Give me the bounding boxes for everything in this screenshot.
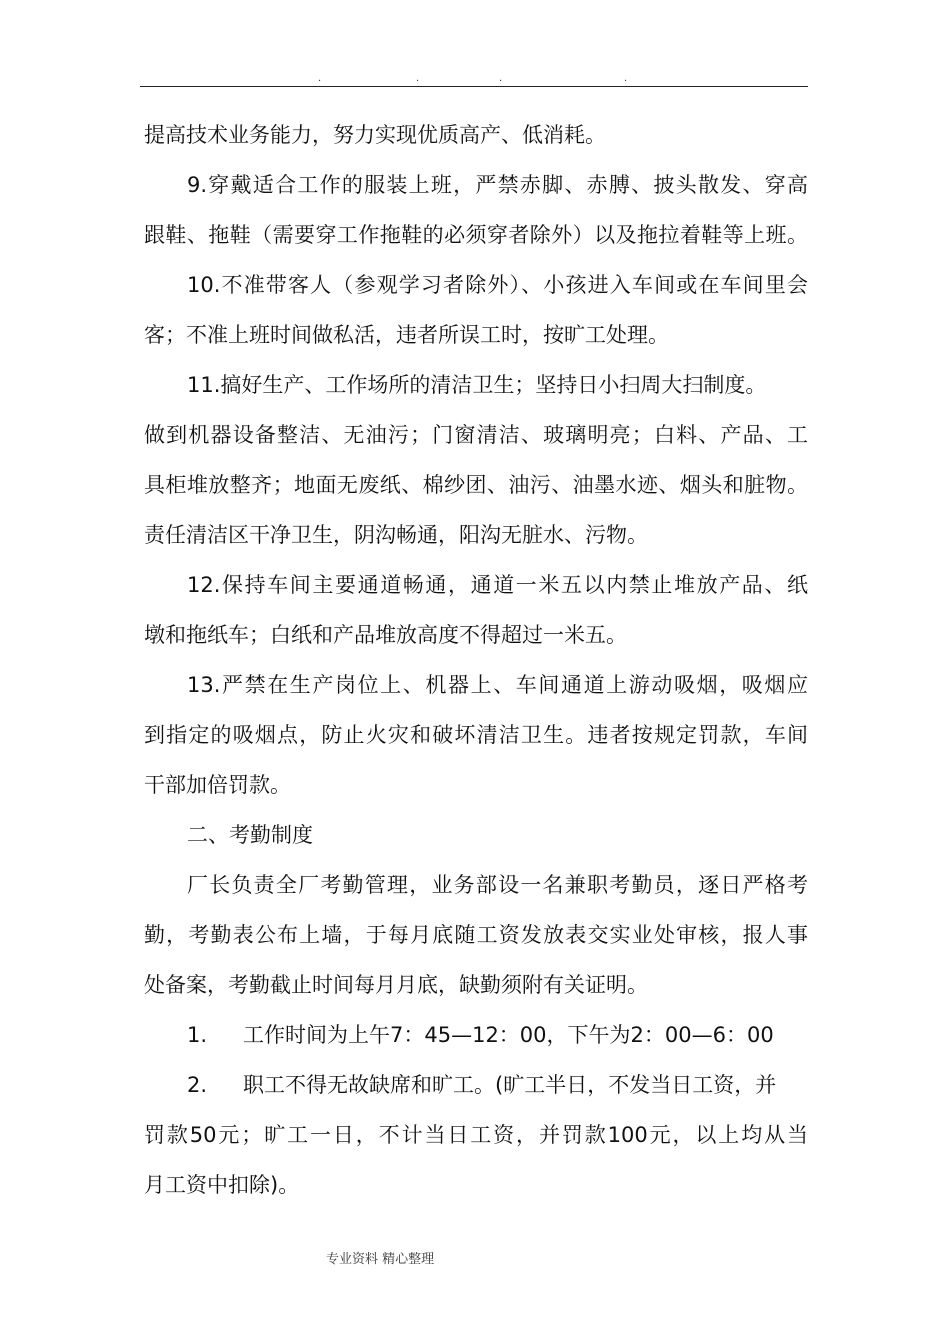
header-dot: . — [624, 73, 628, 84]
text-line: 提高技术业务能力，努力实现优质高产、低消耗。 — [144, 123, 606, 147]
list-item — [144, 1060, 808, 1110]
text-line: 11.搞好生产、工作场所的清洁卫生；坚持日小扫周大扫制度。 — [187, 373, 767, 397]
header-dots — [140, 74, 808, 84]
text-line: 12.保持车间主要通道畅通，通道一米五以内禁止堆放产品、纸 — [187, 573, 808, 597]
text-line: 勤，考勤表公布上墙，于每月底随工资发放表交实业处审核，报人事 — [144, 923, 808, 947]
text-line: 具柜堆放整齐；地面无废纸、棉纱团、油污、油墨水迹、烟头和脏物。 — [144, 473, 808, 497]
header-dot: . — [416, 73, 420, 84]
text-line: 厂长负责全厂考勤管理，业务部设一名兼职考勤员，逐日严格考 — [187, 873, 808, 897]
page-footer: 专业资料 精心整理 — [326, 1252, 435, 1267]
text-line: 跟鞋、拖鞋（需要穿工作拖鞋的必须穿者除外）以及拖拉着鞋等上班。 — [144, 223, 808, 247]
list-item — [144, 1010, 808, 1060]
text-line: 到指定的吸烟点，防止火灾和破坏清洁卫生。违者按规定罚款，车间 — [144, 723, 808, 747]
text-line: 罚款50元；旷工一日，不计当日工资，并罚款100元，以上均从当 — [144, 1123, 808, 1147]
text-line: 月工资中扣除)。 — [144, 1173, 300, 1197]
list-item-number: 2. — [187, 1073, 208, 1097]
text-line: 13.严禁在生产岗位上、机器上、车间通道上游动吸烟，吸烟应 — [187, 673, 808, 697]
text-line: 处备案，考勤截止时间每月月底，缺勤须附有关证明。 — [144, 973, 648, 997]
document-body — [144, 110, 808, 1210]
header-rule — [140, 86, 808, 87]
list-item-number: 1. — [187, 1023, 208, 1047]
text-line: 10.不准带客人（参观学习者除外）、小孩进入车间或在车间里会 — [187, 273, 808, 297]
text-line: 做到机器设备整洁、无油污；门窗清洁、玻璃明亮；白料、产品、工 — [144, 423, 808, 447]
header-dot: . — [318, 73, 322, 84]
list-item-text: 工作时间为上午7：45—12：00，下午为2：00—6：00 — [243, 1023, 774, 1047]
text-line: 责任清洁区干净卫生，阴沟畅通，阳沟无脏水、污物。 — [144, 523, 648, 547]
text-line: 干部加倍罚款。 — [144, 773, 291, 797]
list-item-text: 职工不得无故缺席和旷工。(旷工半日，不发当日工资，并 — [243, 1073, 777, 1097]
text-line: 9.穿戴适合工作的服装上班，严禁赤脚、赤膊、披头散发、穿高 — [187, 173, 808, 197]
text-line: 墩和拖纸车；白纸和产品堆放高度不得超过一米五。 — [144, 623, 627, 647]
text-line: 客；不准上班时间做私活，违者所误工时，按旷工处理。 — [144, 323, 669, 347]
header-dot: . — [499, 73, 503, 84]
section-heading: 二、考勤制度 — [187, 823, 313, 847]
